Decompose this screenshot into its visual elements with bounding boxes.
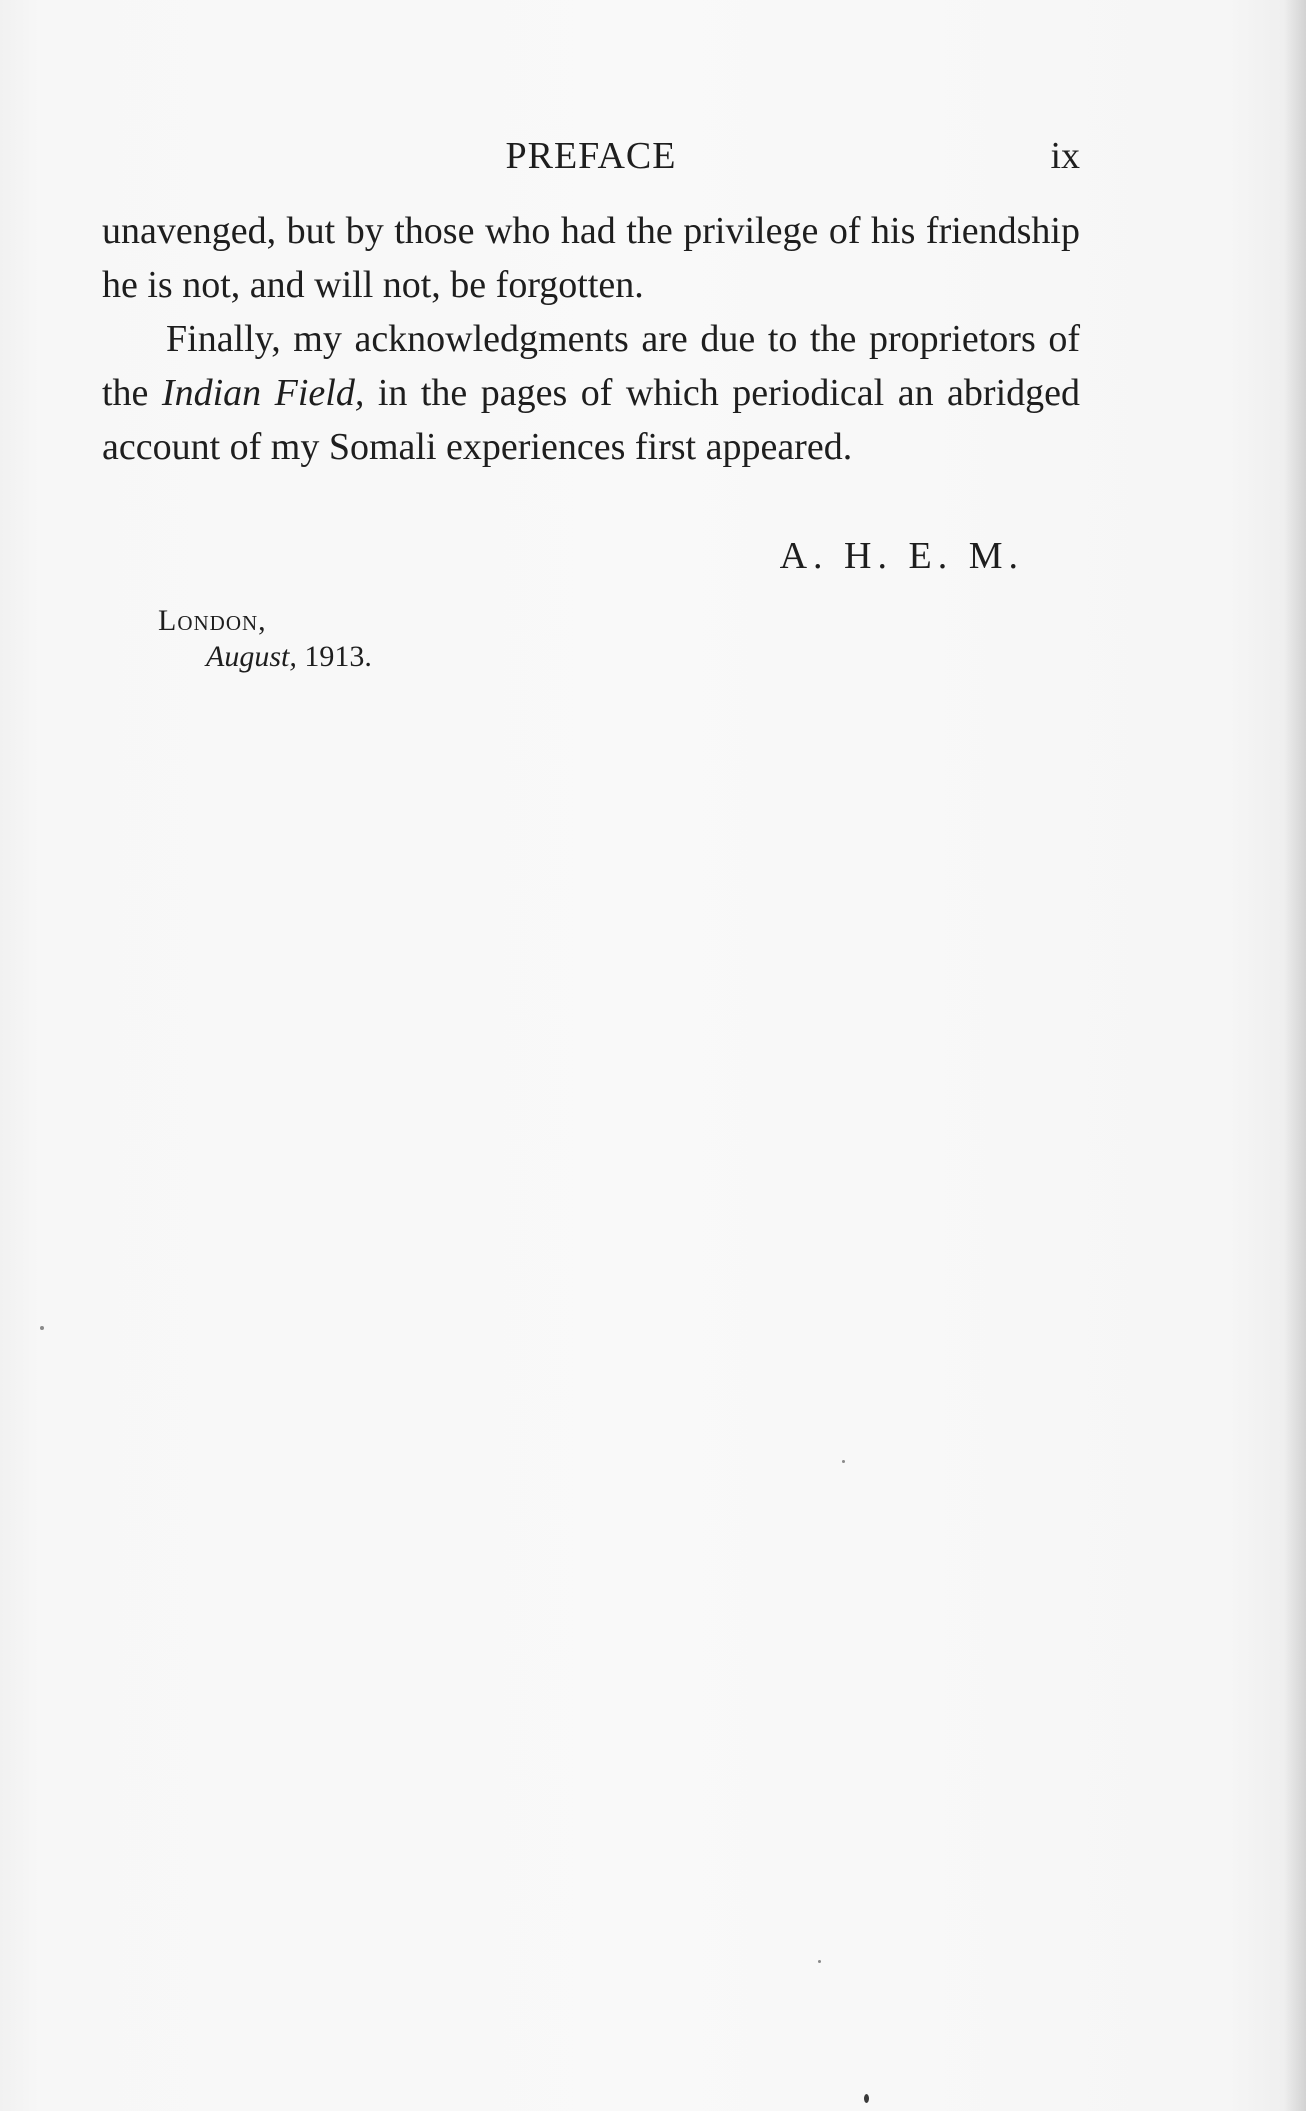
paragraph-continuation: unavenged, but by those who had the privilege of his friendship he is not, and will not, be forgotten. (102, 210, 1080, 306)
preface-body (102, 204, 1080, 474)
closing-date-year: 1913. (296, 640, 372, 673)
paper-speck (818, 1960, 821, 1963)
closing-date (206, 640, 372, 674)
paper-speck (864, 2094, 869, 2103)
paragraph-text-end: in the pages of which periodical an abridged account of my Somali experiences first appeared. (102, 372, 1080, 468)
running-header-title: PREFACE (505, 135, 677, 177)
author-initials: A. H. E. M. (779, 535, 1024, 577)
paragraph-acknowledgments (102, 312, 1080, 474)
paragraph-text-start: Finally, my acknowledgments are due to the proprietors of the (102, 318, 1080, 414)
paper-speck (40, 1326, 44, 1330)
page-edge-shadow (1284, 0, 1306, 2111)
periodical-title: Indian Field, (161, 372, 365, 414)
closing-date-month: August, (206, 640, 297, 673)
paper-speck (842, 1460, 845, 1463)
page-number: ix (1050, 135, 1080, 177)
closing-place: London, (158, 604, 267, 637)
